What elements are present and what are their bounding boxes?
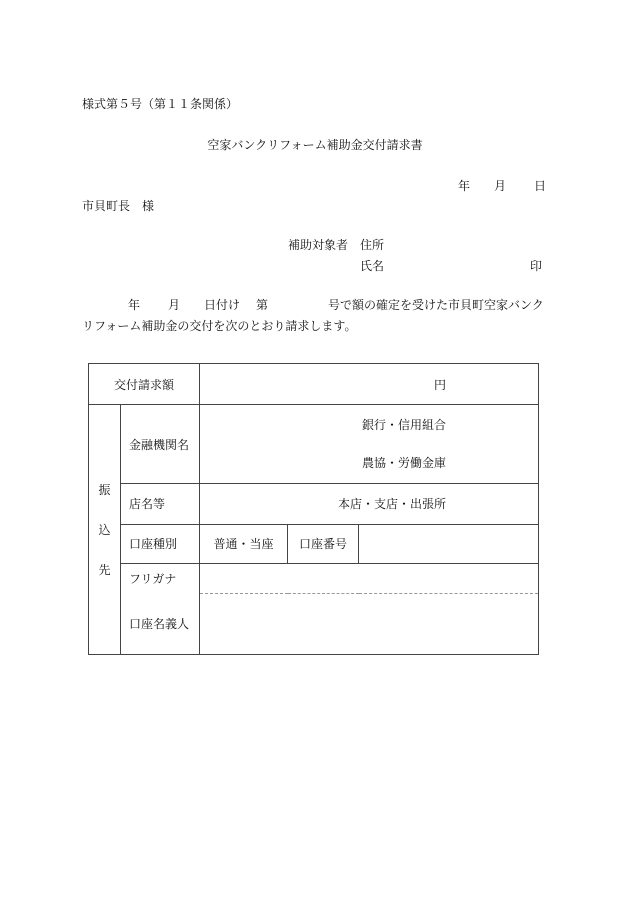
date-line (458, 178, 546, 194)
transfer-char-1: 振 (98, 482, 111, 497)
body-line-2: リフォーム補助金の交付を次のとおり請求します。 (82, 319, 357, 333)
account-number-field[interactable] (359, 524, 539, 563)
bank-name-label: 金融機関名 (121, 405, 200, 484)
body-year: 年 (128, 298, 141, 312)
bank-name-field[interactable] (200, 405, 539, 484)
applicant-name-label: 氏名 (360, 259, 385, 273)
transfer-destination-label (89, 405, 121, 655)
bank-name-row (89, 405, 539, 484)
request-amount-label: 交付請求額 (89, 364, 200, 405)
furigana-label: フリガナ (121, 563, 200, 593)
branch-field[interactable] (200, 484, 539, 524)
date-month-label: 月 (494, 179, 507, 193)
account-number-label: 口座番号 (288, 524, 359, 563)
branch-options: 本店・支店・出張所 (337, 497, 446, 512)
account-holder-label: 口座名義人 (121, 593, 200, 654)
yen-unit: 円 (433, 377, 446, 392)
request-amount-row (89, 364, 539, 405)
branch-row (89, 484, 539, 524)
body-number-prefix: 第 (256, 298, 269, 312)
request-amount-field[interactable] (200, 364, 539, 405)
body-line-1 (128, 297, 544, 313)
bank-options-2: 農協・労働金庫 (361, 456, 446, 471)
account-type-options[interactable]: 普通・当座 (200, 524, 288, 563)
furigana-field[interactable] (200, 563, 539, 593)
date-year-label: 年 (458, 179, 471, 193)
transfer-char-2: 込 (98, 522, 111, 537)
transfer-request-table (88, 363, 539, 655)
account-type-label: 口座種別 (121, 524, 200, 563)
applicant-label: 補助対象者 (288, 238, 349, 252)
applicant-address-label: 住所 (360, 238, 385, 252)
holder-row (89, 593, 539, 654)
account-holder-field[interactable] (200, 593, 539, 654)
date-day-label: 日 (534, 179, 547, 193)
branch-label: 店名等 (121, 484, 200, 524)
seal-mark: 印 (530, 259, 543, 273)
furigana-row (89, 563, 539, 593)
form-number: 様式第５号（第１１条関係） (82, 97, 239, 111)
account-row (89, 524, 539, 563)
addressee: 市貝町長 様 (82, 199, 155, 213)
bank-options-1: 銀行・信用組合 (361, 418, 446, 433)
document-title: 空家バンクリフォーム補助金交付請求書 (207, 138, 423, 152)
body-line1-rest: 号で額の確定を受けた市貝町空家バンク (328, 298, 544, 312)
body-month: 月 (168, 298, 181, 312)
transfer-char-3: 先 (98, 562, 111, 577)
body-dated: 日付け (204, 298, 241, 312)
